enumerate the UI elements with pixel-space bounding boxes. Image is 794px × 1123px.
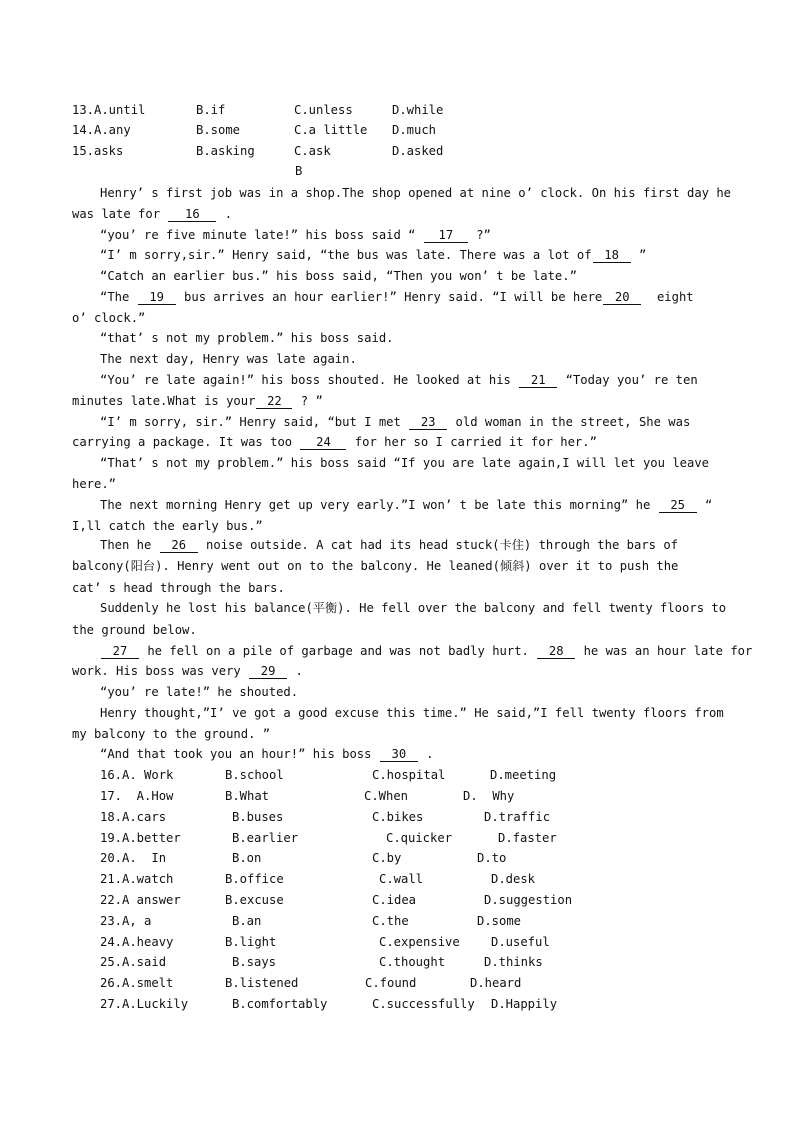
option-q18-a: 18.A.cars (100, 810, 167, 824)
passage-text: bus arrives an hour earlier!” Henry said. “I will be here (176, 290, 603, 304)
option-q27-b: B.comfortably (232, 997, 328, 1011)
passage-text: I,ll catch the early bus.” (72, 519, 263, 533)
passage-line (100, 268, 577, 284)
passage-line (100, 600, 726, 616)
passage-text: “Today you’ re ten (558, 373, 698, 387)
passage-text: was late for (72, 207, 168, 221)
passage-line (72, 518, 263, 534)
blank-18: 18 (593, 249, 631, 263)
option-q15-a: 15.asks (72, 144, 124, 158)
passage-line (72, 310, 145, 326)
option-q20-a: 20.A. In (100, 851, 167, 865)
passage-text: he was an hour late for (576, 644, 753, 658)
option-q13-a: 13.A.until (72, 103, 146, 117)
option-q21-d: D.desk (491, 872, 536, 886)
option-q27-d: D.Happily (491, 997, 558, 1011)
option-q27-a: 27.A.Luckily (100, 997, 189, 1011)
option-q17-c: C.When (364, 789, 409, 803)
passage-text: “you’ re five minute late!” his boss said “ (100, 228, 423, 242)
blank-21: 21 (519, 374, 557, 388)
blank-24: 24 (300, 436, 346, 450)
option-q13-b: B.if (196, 103, 226, 117)
passage-line (72, 434, 597, 450)
blank-23: 23 (409, 416, 447, 430)
option-q20-c: C.by (372, 851, 402, 865)
option-q19-d: D.faster (498, 831, 557, 845)
option-q24-d: D.useful (491, 935, 550, 949)
blank-26: 26 (160, 539, 198, 553)
option-q22-d: D.suggestion (484, 893, 573, 907)
blank-16: 16 (168, 208, 216, 222)
blank-20: 20 (603, 291, 641, 305)
blank-27: 27 (101, 645, 139, 659)
option-q21-b: B.office (225, 872, 284, 886)
option-q18-c: C.bikes (372, 810, 424, 824)
passage-line (100, 185, 731, 201)
passage-text: Henry’ s first job was in a shop.The shop opened at nine o’ clock. On his first day he (100, 186, 732, 200)
passage-text: eight (642, 290, 694, 304)
passage-text: cat’ s head through the bars. (72, 581, 285, 595)
passage-text: noise outside. A cat had its head stuck(卡住) through the bars of (198, 538, 679, 552)
section-label: B (295, 164, 303, 178)
passage-line (100, 227, 491, 243)
option-q14-c: C.a little (294, 123, 368, 137)
option-q26-b: B.listened (225, 976, 299, 990)
passage-text: o’ clock.” (72, 311, 146, 325)
blank-25: 25 (659, 499, 697, 513)
passage-text: old woman in the street, She was (448, 415, 691, 429)
passage-line (100, 330, 394, 346)
passage-text: carrying a package. It was too (72, 435, 300, 449)
passage-line (100, 705, 724, 721)
passage-text: The next morning Henry get up very early.”I won’ t be late this morning” he (100, 498, 658, 512)
passage-text: the ground below. (72, 623, 197, 637)
blank-30: 30 (380, 748, 418, 762)
passage-line (72, 393, 323, 409)
passage-line (72, 726, 270, 742)
passage-text: “That’ s not my problem.” his boss said “If you are late again,I will let you leave (100, 456, 710, 470)
passage-text: “You’ re late again!” his boss shouted. He looked at his (100, 373, 519, 387)
option-q23-d: D.some (477, 914, 522, 928)
option-q20-b: B.on (232, 851, 262, 865)
passage-text: “I’ m sorry, sir.” Henry said, “but I met (100, 415, 409, 429)
passage-text: balcony(阳台). Henry went out on to the balcony. He leaned(倾斜) over it to push the (72, 559, 679, 573)
option-q25-a: 25.A.said (100, 955, 167, 969)
passage-line (100, 455, 709, 471)
passage-text: for her so I carried it for her.” (347, 435, 597, 449)
option-q19-b: B.earlier (232, 831, 299, 845)
option-q24-c: C.expensive (379, 935, 460, 949)
passage-text: Then he (100, 538, 159, 552)
option-q13-c: C.unless (294, 103, 353, 117)
option-q18-b: B.buses (232, 810, 284, 824)
passage-text: here.” (72, 477, 117, 491)
option-q26-c: C.found (365, 976, 417, 990)
option-q25-d: D.thinks (484, 955, 543, 969)
option-q16-c: C.hospital (372, 768, 446, 782)
option-q23-c: C.the (372, 914, 409, 928)
blank-28: 28 (537, 645, 575, 659)
option-q16-b: B.school (225, 768, 284, 782)
option-q18-d: D.traffic (484, 810, 551, 824)
option-q15-c: C.ask (294, 144, 331, 158)
passage-text: “And that took you an hour!” his boss (100, 747, 379, 761)
option-q13-d: D.while (392, 103, 444, 117)
option-q17-a: 17. A.How (100, 789, 174, 803)
passage-text: ? ” (293, 394, 323, 408)
passage-line (100, 414, 690, 430)
passage-text: Henry thought,”I’ ve got a good excuse this time.” He said,”I fell twenty floors from (100, 706, 724, 720)
passage-line (72, 663, 303, 679)
blank-19: 19 (138, 291, 176, 305)
option-q19-a: 19.A.better (100, 831, 181, 845)
blank-29: 29 (249, 665, 287, 679)
passage-text: Suddenly he lost his balance(平衡). He fell over the balcony and fell twenty floors to (100, 601, 727, 615)
passage-line (100, 746, 434, 762)
passage-line (100, 351, 357, 367)
passage-text: . (418, 747, 434, 761)
passage-line (100, 247, 646, 263)
option-q22-a: 22.A answer (100, 893, 181, 907)
passage-line (72, 580, 285, 596)
passage-line (100, 497, 712, 513)
passage-line (72, 206, 232, 222)
option-q20-d: D.to (477, 851, 507, 865)
passage-line (100, 537, 678, 553)
option-q21-a: 21.A.watch (100, 872, 174, 886)
passage-text: “Catch an earlier bus.” his boss said, “Then you won’ t be late.” (100, 269, 577, 283)
passage-text: The next day, Henry was late again. (100, 352, 357, 366)
passage-text: ” (631, 248, 647, 262)
passage-line (72, 622, 197, 638)
option-q16-a: 16.A. Work (100, 768, 174, 782)
passage-text: “that’ s not my problem.” his boss said. (100, 331, 394, 345)
passage-text: . (217, 207, 233, 221)
passage-text: my balcony to the ground. ” (72, 727, 271, 741)
option-q17-d: D. Why (463, 789, 515, 803)
option-q22-b: B.excuse (225, 893, 284, 907)
option-q25-c: C.thought (379, 955, 446, 969)
passage-text: ?” (468, 228, 491, 242)
passage-text: work. His boss was very (72, 664, 249, 678)
passage-line (100, 643, 752, 659)
option-q23-b: B.an (232, 914, 262, 928)
option-q14-a: 14.A.any (72, 123, 131, 137)
passage-line (72, 476, 116, 492)
passage-line (100, 684, 298, 700)
option-q26-a: 26.A.smelt (100, 976, 174, 990)
option-q19-c: C.quicker (386, 831, 453, 845)
option-q15-b: B.asking (196, 144, 255, 158)
option-q14-b: B.some (196, 123, 241, 137)
option-q17-b: B.What (225, 789, 270, 803)
passage-line (100, 372, 698, 388)
option-q27-c: C.successfully (372, 997, 475, 1011)
blank-22: 22 (256, 395, 292, 409)
passage-line (72, 558, 678, 574)
passage-text: “ (697, 498, 713, 512)
passage-text: . (288, 664, 303, 678)
option-q16-d: D.meeting (490, 768, 557, 782)
option-q15-d: D.asked (392, 144, 444, 158)
passage-text: “I’ m sorry,sir.” Henry said, “the bus was late. There was a lot of (100, 248, 592, 262)
passage-text: minutes late.What is your (72, 394, 256, 408)
option-q26-d: D.heard (470, 976, 522, 990)
option-q22-c: C.idea (372, 893, 417, 907)
option-q24-b: B.light (225, 935, 277, 949)
blank-17: 17 (424, 229, 468, 243)
option-q23-a: 23.A, a (100, 914, 152, 928)
passage-line (100, 289, 694, 305)
passage-text: he fell on a pile of garbage and was not badly hurt. (140, 644, 537, 658)
option-q24-a: 24.A.heavy (100, 935, 174, 949)
option-q14-d: D.much (392, 123, 437, 137)
passage-text: “you’ re late!” he shouted. (100, 685, 299, 699)
option-q25-b: B.says (232, 955, 277, 969)
passage-text: “The (100, 290, 137, 304)
option-q21-c: C.wall (379, 872, 424, 886)
